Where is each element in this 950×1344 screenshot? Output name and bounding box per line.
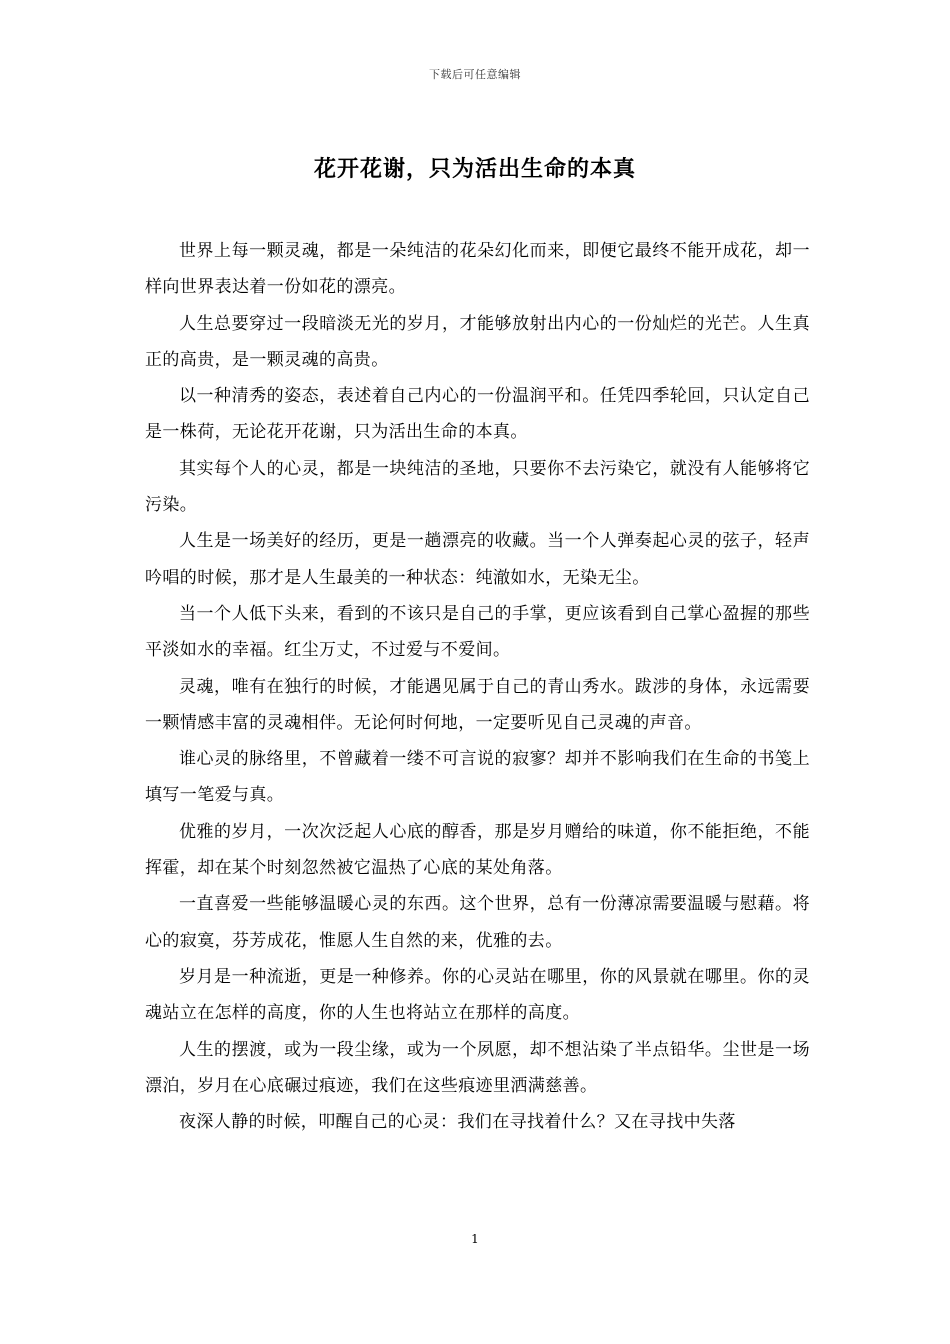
paragraph: 以一种清秀的姿态，表述着自己内心的一份温润平和。任凭四季轮回，只认定自己是一株荷，无论花开花谢，只为活出生命的本真。 xyxy=(145,386,810,443)
paragraph: 优雅的岁月，一次次泛起人心底的醇香，那是岁月赠给的味道，你不能拒绝，不能挥霍，却在某个时刻忽然被它温热了心底的某处角落。 xyxy=(145,821,810,879)
page-header-note: 下载后可任意编辑 xyxy=(429,68,521,81)
document-title: 花开花谢，只为活出生命的本真 xyxy=(313,156,636,182)
paragraph: 灵魂，唯有在独行的时候，才能遇见属于自己的青山秀水。跋涉的身体，永远需要一颗情感丰富的灵魂相伴。无论何时何地，一定要听见自己灵魂的声音。 xyxy=(145,676,810,733)
paragraph: 世界上每一颗灵魂，都是一朵纯洁的花朵幻化而来，即便它最终不能开成花，却一样向世界表达着一份如花的漂亮。 xyxy=(145,241,810,298)
document-body xyxy=(145,233,810,1140)
page-number: 1 xyxy=(471,1232,479,1246)
paragraph: 人生总要穿过一段暗淡无光的岁月，才能够放射出内心的一份灿烂的光芒。人生真正的高贵，是一颗灵魂的高贵。 xyxy=(145,313,810,370)
paragraph: 谁心灵的脉络里，不曾藏着一缕不可言说的寂寥？却并不影响我们在生命的书笺上填写一笔爱与真。 xyxy=(145,749,810,806)
paragraph: 人生是一场美好的经历，更是一趟漂亮的收藏。当一个人弹奏起心灵的弦子，轻声吟唱的时候，那才是人生最美的一种状态：纯澈如水，无染无尘。 xyxy=(145,531,810,588)
paragraph: 夜深人静的时候，叩醒自己的心灵：我们在寻找着什么？又在寻找中失落 xyxy=(179,1112,736,1133)
paragraph: 其实每个人的心灵，都是一块纯洁的圣地，只要你不去污染它，就没有人能够将它污染。 xyxy=(145,458,810,516)
paragraph: 当一个人低下头来，看到的不该只是自己的手掌，更应该看到自己掌心盈握的那些平淡如水的幸福。红尘万丈，不过爱与不爱间。 xyxy=(145,603,810,661)
paragraph: 岁月是一种流逝，更是一种修养。你的心灵站在哪里，你的风景就在哪里。你的灵魂站立在怎样的高度，你的人生也将站立在那样的高度。 xyxy=(145,966,810,1024)
paragraph: 一直喜爱一些能够温暖心灵的东西。这个世界，总有一份薄凉需要温暖与慰藉。将心的寂寞，芬芳成花，惟愿人生自然的来，优雅的去。 xyxy=(145,894,810,951)
paragraph: 人生的摆渡，或为一段尘缘，或为一个夙愿，却不想沾染了半点铅华。尘世是一场漂泊，岁月在心底碾过痕迹，我们在这些痕迹里洒满慈善。 xyxy=(145,1039,810,1096)
